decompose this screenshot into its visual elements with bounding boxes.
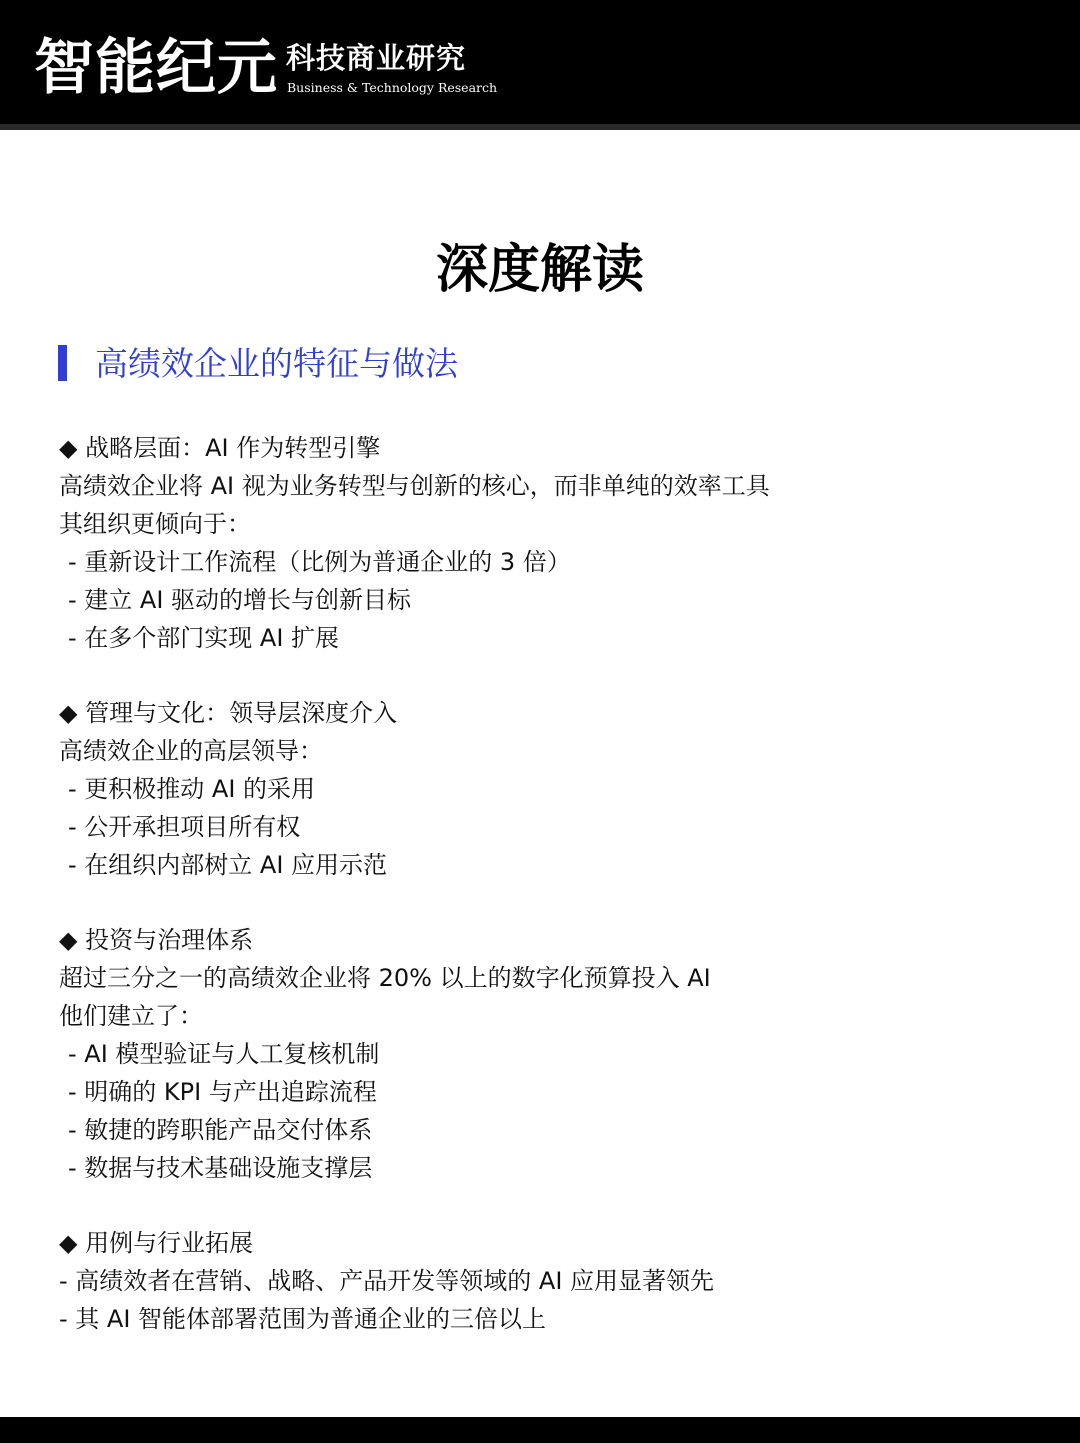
bullet-item: - 敏捷的跨职能产品交付体系 <box>68 1116 373 1144</box>
bullet-item: - 建立 AI 驱动的增长与创新目标 <box>68 586 412 614</box>
header-divider <box>0 124 1080 130</box>
body-line: 其组织更倾向于： <box>59 510 251 538</box>
block-heading-management: ◆ 管理与文化：领导层深度介入 <box>59 699 398 727</box>
body-line: - 高绩效者在营销、战略、产品开发等领域的 AI 应用显著领先 <box>59 1267 715 1295</box>
bullet-item: - 在多个部门实现 AI 扩展 <box>68 624 340 652</box>
logo-main: 智能纪元 <box>34 33 278 103</box>
block-heading-investment: ◆ 投资与治理体系 <box>59 926 254 954</box>
logo-subtitle-en: Business & Technology Research <box>287 80 498 95</box>
body-line: 高绩效企业的高层领导： <box>59 737 323 765</box>
body-line: - 其 AI 智能体部署范围为普通企业的三倍以上 <box>59 1305 547 1333</box>
block-heading-strategy: ◆ 战略层面：AI 作为转型引擎 <box>59 434 381 462</box>
footer-bar <box>0 1417 1080 1443</box>
body-line: 他们建立了： <box>59 1002 203 1030</box>
body-line: 高绩效企业将 AI 视为业务转型与创新的核心，而非单纯的效率工具 <box>59 472 770 500</box>
bullet-item: - 明确的 KPI 与产出追踪流程 <box>68 1078 377 1106</box>
section-accent-bar <box>58 345 67 381</box>
logo-subtitle-cn: 科技商业研究 <box>286 41 467 75</box>
block-heading-usecases: ◆ 用例与行业拓展 <box>59 1229 254 1257</box>
bullet-item: - 公开承担项目所有权 <box>68 813 301 841</box>
body-line: 超过三分之一的高绩效企业将 20% 以上的数字化预算投入 AI <box>59 964 711 992</box>
bullet-item: - 在组织内部树立 AI 应用示范 <box>68 851 388 879</box>
bullet-item: - 重新设计工作流程（比例为普通企业的 3 倍） <box>68 548 571 576</box>
page-title: 深度解读 <box>435 239 644 300</box>
header-bar <box>0 0 1080 130</box>
bullet-item: - AI 模型验证与人工复核机制 <box>68 1040 380 1068</box>
section-title: 高绩效企业的特征与做法 <box>95 344 458 383</box>
bullet-item: - 更积极推动 AI 的采用 <box>68 775 316 803</box>
bullet-item: - 数据与技术基础设施支撑层 <box>68 1154 373 1182</box>
